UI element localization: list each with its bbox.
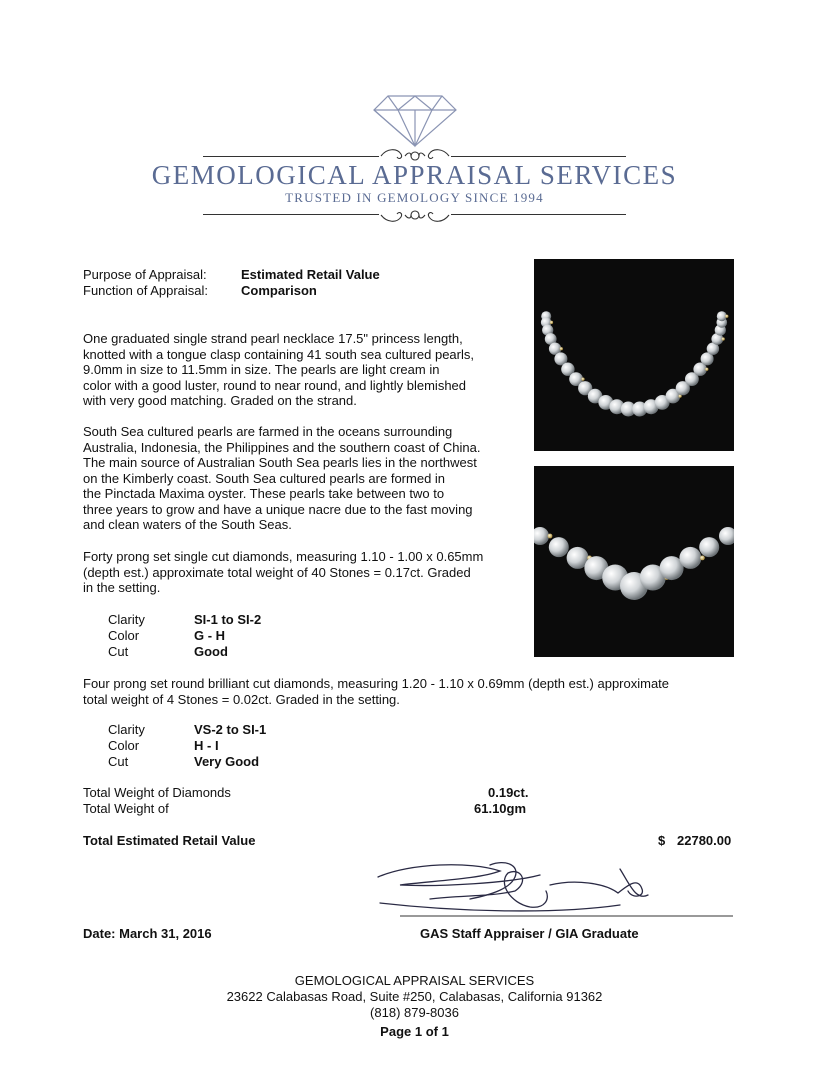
diamonds-1-clarity-value: SI-1 to SI-2 (194, 612, 262, 627)
function-label: Function of Appraisal: (83, 283, 209, 298)
item-description: One graduated single strand pearl necklace 17.5" princess length, knotted with a tongue clasp containing 41 south sea cultured pearls, 9.0mm in size to 11.5mm in size. The pearls are light cream in color with a good luster, round to near round, and lightly blemished with very good matching. Graded on the strand. (83, 331, 474, 408)
rondelle (705, 368, 708, 371)
total-weight-label: Total Weight of (83, 801, 169, 816)
diamonds-1-cut-value: Good (194, 644, 228, 659)
retail-currency: $ (658, 833, 666, 848)
diamonds-2-clarity-value: VS-2 to SI-1 (194, 722, 267, 737)
pearl (679, 547, 701, 569)
rondelle (722, 337, 725, 340)
footer-phone: (818) 879-8036 (370, 1005, 459, 1020)
rondelle (581, 378, 584, 381)
retail-value-label: Total Estimated Retail Value (83, 833, 256, 848)
retail-value: 22780.00 (677, 833, 732, 848)
pearl-necklace-photo (534, 259, 734, 451)
diamonds-2-clarity-label: Clarity (108, 722, 145, 737)
rondelle (560, 347, 563, 350)
ornament-bottom-icon (375, 205, 455, 225)
diamonds-1-description: Forty prong set single cut diamonds, measuring 1.10 - 1.00 x 0.65mm (depth est.) approximate total weight of 40 Stones = 0.17ct. Graded in the setting. (83, 549, 484, 595)
company-logo-title: GEMOLOGICAL APPRAISAL SERVICES (151, 160, 678, 190)
rondelle (548, 534, 553, 539)
total-weight-value: 61.10gm (474, 801, 527, 816)
diamond-icon (372, 92, 458, 148)
total-diamonds-value: 0.19ct. (488, 785, 529, 800)
rondelle (550, 321, 553, 324)
page-number: Page 1 of 1 (380, 1024, 449, 1039)
pearl (699, 537, 719, 557)
function-value: Comparison (241, 283, 317, 298)
diamonds-2-color-value: H - I (194, 738, 219, 753)
diamonds-2-cut-label: Cut (108, 754, 129, 769)
diamonds-1-color-label: Color (108, 628, 140, 643)
diamonds-1-color-value: G - H (194, 628, 226, 643)
appraiser-title: GAS Staff Appraiser / GIA Graduate (420, 926, 639, 941)
purpose-value: Estimated Retail Value (241, 267, 380, 282)
diamonds-1-cut-label: Cut (108, 644, 129, 659)
pearl-closeup-photo (534, 466, 734, 657)
diamonds-2-color-label: Color (108, 738, 140, 753)
footer-address: 23622 Calabasas Road, Suite #250, Calabasas, California 91362 (226, 989, 603, 1004)
rondelle (700, 556, 705, 561)
appraiser-signature (370, 855, 735, 925)
pearl (549, 537, 569, 557)
company-tagline: TRUSTED IN GEMOLOGY SINCE 1994 (285, 190, 544, 205)
purpose-label: Purpose of Appraisal: (83, 267, 207, 282)
appraisal-date: Date: March 31, 2016 (83, 926, 212, 941)
diamonds-2-cut-value: Very Good (194, 754, 260, 769)
diamonds-2-description: Four prong set round brilliant cut diamonds, measuring 1.20 - 1.10 x 0.69mm (depth est.) approximate total weight of 4 Stones = 0.02ct. Graded in the setting. (83, 676, 670, 707)
total-diamonds-label: Total Weight of Diamonds (83, 785, 231, 800)
rondelle (725, 315, 728, 318)
footer-company: GEMOLOGICAL APPRAISAL SERVICES (294, 973, 535, 988)
south-sea-info: South Sea cultured pearls are farmed in the oceans surrounding Australia, Indonesia, the Philippines and the southern coast of China. The main source of Australian South Sea pearls lies in the northwest on the Kimberly coast. South Sea cultured pearls are formed in the Pinctada Maxima oyster. These pearls take between two to three years to grow and have a unique nacre due to the fast moving and clean waters of the South Seas. (83, 424, 481, 532)
diamonds-1-clarity-label: Clarity (108, 612, 145, 627)
